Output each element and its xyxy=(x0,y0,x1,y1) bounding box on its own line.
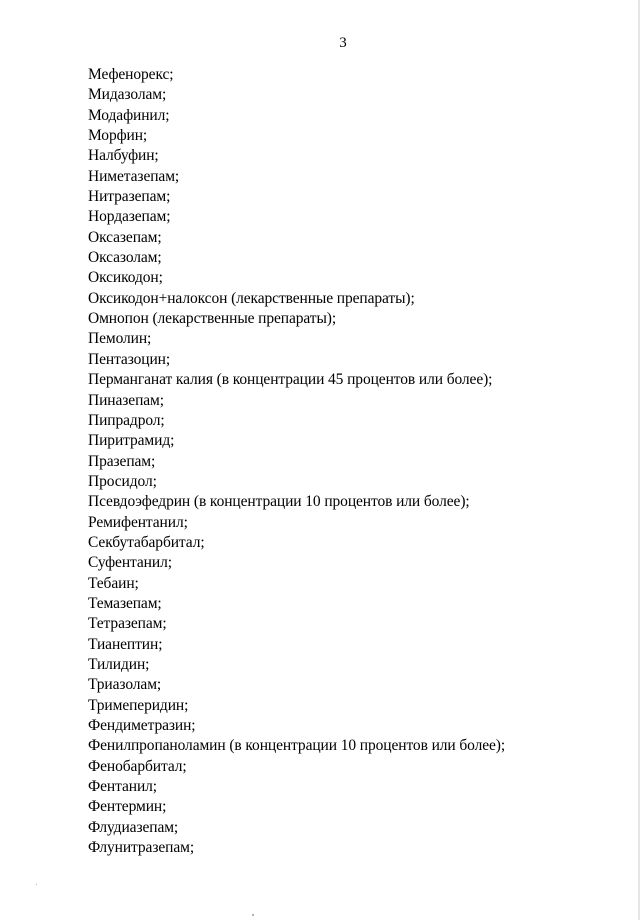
list-item: Налбуфин; xyxy=(88,147,159,165)
list-item: Фенилпропаноламин (в концентрации 10 процентов или более); xyxy=(88,737,506,755)
list-item: Флудиазепам; xyxy=(88,818,179,836)
list-item: Тианептин; xyxy=(88,635,163,653)
list-item: Фентанил; xyxy=(88,778,157,796)
list-item: Тримеперидин; xyxy=(88,696,189,714)
list-item: Фентермин; xyxy=(88,798,167,816)
list-item: Мефенорекс; xyxy=(88,66,174,83)
list-item: Суфентанил; xyxy=(88,554,172,572)
list-item: Темазепам; xyxy=(88,594,162,612)
list-item: Нитразепам; xyxy=(88,188,171,206)
list-item: Флунитразепам; xyxy=(88,839,195,857)
list-item: Пиритрамид; xyxy=(88,432,175,450)
list-item: Псевдоэфедрин (в концентрации 10 процентов или более); xyxy=(88,493,470,511)
list-item: Просидол; xyxy=(88,472,157,490)
list-item: Секбутабарбитал; xyxy=(88,533,205,551)
substance-list xyxy=(88,65,628,858)
list-item: Ниметазепам; xyxy=(88,167,180,185)
list-item: Фенобарбитал; xyxy=(88,757,187,775)
list-item: Тилидин; xyxy=(88,655,150,673)
list-item: Перманганат калия (в концентрации 45 процентов или более); xyxy=(88,371,493,389)
scan-speck xyxy=(252,914,254,916)
list-item: Пиназепам; xyxy=(88,391,164,409)
list-item: Оксикодон+налоксон (лекарственные препараты); xyxy=(88,289,415,307)
list-item: Тебаин; xyxy=(88,574,139,592)
list-item: Ремифентанил; xyxy=(88,513,188,531)
list-item: Оксазепам; xyxy=(88,228,162,246)
list-item: Модафинил; xyxy=(88,106,170,124)
list-item: Тетразепам; xyxy=(88,615,167,633)
list-item: Фендиметразин; xyxy=(88,717,196,734)
list-item: Омнопон (лекарственные препараты); xyxy=(88,310,337,328)
list-item: Триазолам; xyxy=(88,676,162,694)
list-item: Пипрадрол; xyxy=(88,411,165,429)
page-number: 3 xyxy=(339,35,347,51)
list-item: Нордазепам; xyxy=(88,208,171,226)
list-item: Пентазоцин; xyxy=(88,350,171,368)
list-item: Мидазолам; xyxy=(88,86,167,104)
scan-speck xyxy=(36,884,37,885)
list-item: Пемолин; xyxy=(88,330,152,348)
list-item: Празепам; xyxy=(88,452,156,470)
list-item: Морфин; xyxy=(88,127,148,145)
list-item: Оксикодон; xyxy=(88,269,163,287)
list-item: Оксазолам; xyxy=(88,249,162,267)
